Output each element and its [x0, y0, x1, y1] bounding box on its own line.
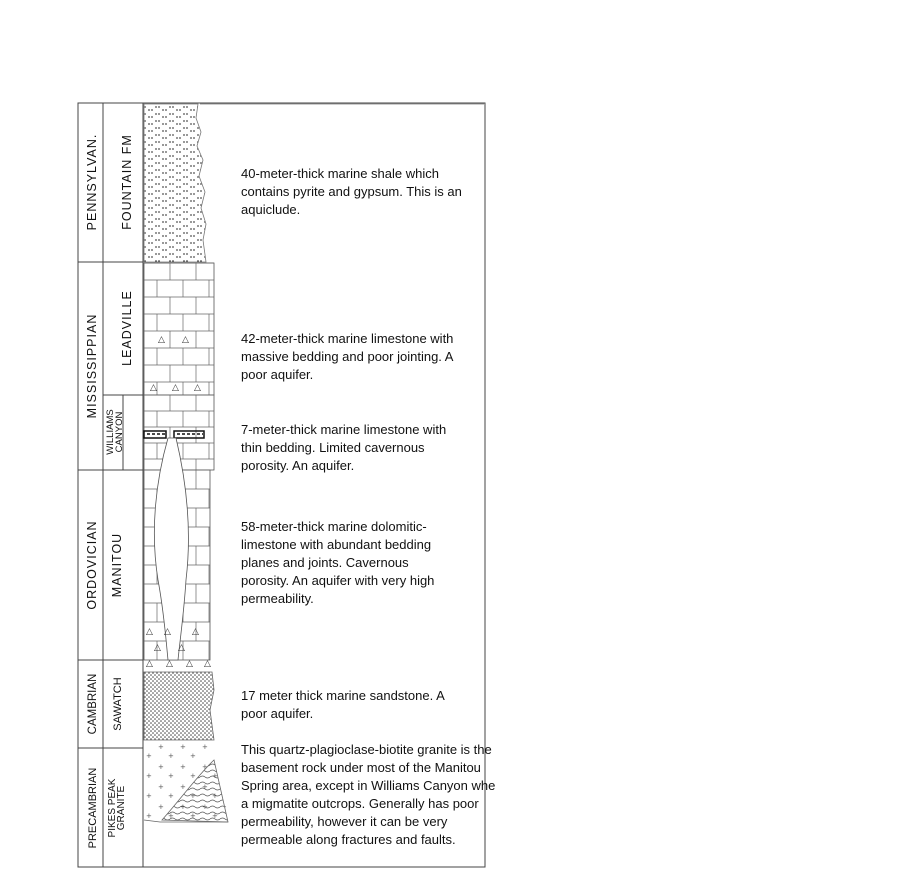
svg-text:△: △: [166, 659, 173, 669]
svg-text:△: △: [146, 659, 153, 669]
description-leadville: 42-meter-thick marine limestone with massive bedding and poor jointing. A poor aquifer.: [241, 331, 454, 382]
description-sawatch: 17 meter thick marine sandstone. A poor aquifer.: [241, 688, 445, 721]
svg-text:△: △: [164, 627, 171, 637]
formation-label-fountain: FOUNTAIN FM: [120, 134, 134, 230]
lithology-sawatch-sandstone: [144, 672, 214, 740]
period-label-precambrian: PRECAMBRIAN: [87, 767, 99, 849]
description-williams-canyon: 7-meter-thick marine limestone with thin bedding. Limited cavernous porosity. An aquifer.: [241, 422, 447, 473]
svg-text:△: △: [158, 335, 165, 345]
description-pikes-peak: This quartz-plagioclase-biotite granite is the basement rock under most of the Manitou Spring area, except in Williams Canyon whe a migmatite outcrops. Generally has poor permeability, however it can be very permeable along fractures and faults.: [241, 742, 496, 847]
formation-label-williams: WILLIAMS: [105, 409, 116, 455]
svg-text:△: △: [178, 643, 185, 653]
period-label-ordovician: ORDOVICIAN: [85, 520, 99, 610]
lithology-pikes-peak-granite: [144, 741, 228, 822]
svg-text:△: △: [186, 659, 193, 669]
formation-label-granite: GRANITE: [116, 785, 127, 831]
description-fountain: 40-meter-thick marine shale which contains pyrite and gypsum. This is an aquiclude.: [241, 166, 462, 217]
period-label-pennsylvanian: PENNSYLVAN.: [85, 133, 99, 231]
svg-text:△: △: [172, 383, 179, 393]
svg-text:△: △: [146, 627, 153, 637]
lithology-manitou-dolomite: [144, 438, 211, 669]
svg-text:△: △: [194, 383, 201, 393]
description-manitou: 58-meter-thick marine dolomitic- limestone with abundant bedding planes and joints. Cavernous porosity. An aquifer with very high permeability.: [241, 519, 435, 606]
period-label-mississippian: MISSISSIPPIAN: [85, 313, 99, 419]
formation-label-pikes-peak: PIKES PEAK: [107, 778, 118, 838]
formation-label-canyon: CANYON: [114, 411, 125, 453]
formation-label-leadville: LEADVILLE: [120, 290, 134, 366]
formation-label-sawatch: SAWATCH: [112, 677, 124, 731]
svg-text:△: △: [192, 627, 199, 637]
svg-text:△: △: [204, 659, 211, 669]
svg-text:△: △: [154, 643, 161, 653]
svg-text:△: △: [182, 335, 189, 345]
svg-text:△: △: [150, 383, 157, 393]
period-label-cambrian: CAMBRIAN: [87, 673, 99, 735]
formation-label-manitou: MANITOU: [110, 532, 124, 598]
